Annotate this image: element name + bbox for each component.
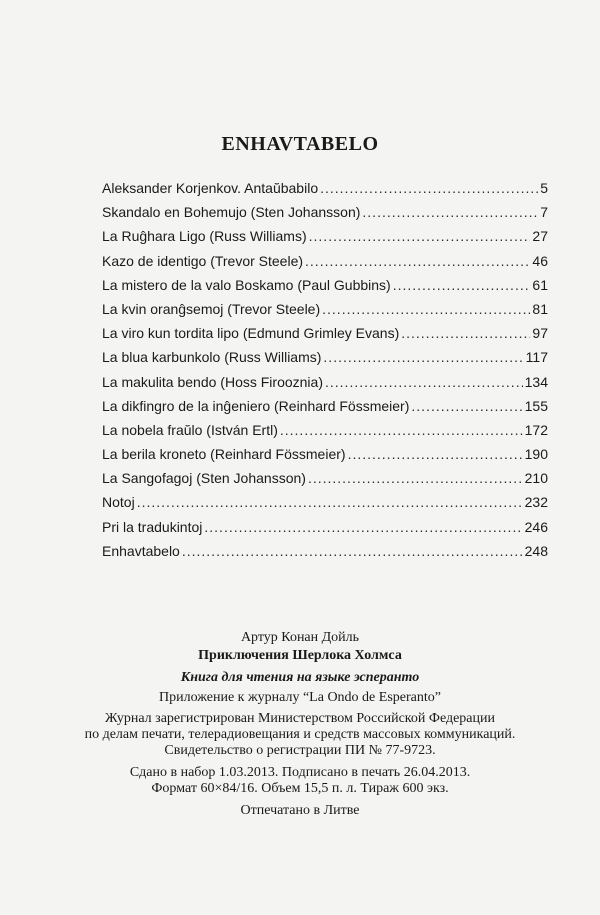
toc-entry [102,442,548,466]
toc-entry [102,297,548,321]
toc-entry [102,490,548,514]
toc-leader-dots [280,418,523,442]
toc-entry [102,515,548,539]
toc-entry-title: Enhavtabelo [102,542,180,559]
toc-leader-dots [320,176,538,200]
toc-leader-dots [309,224,531,248]
toc-entry-title: La dikfingro de la inĝeniero (Reinhard Fössmeier) [102,397,410,414]
toc-entry-page: 172 [524,421,548,438]
toc-leader-dots [204,515,522,539]
toc-leader-dots [411,394,522,418]
toc-entry-title: La berila kroneto (Reinhard Fössmeier) [102,446,346,463]
toc-leader-dots [325,370,523,394]
colophon [0,630,600,819]
toc-entry-page: 81 [532,300,548,317]
toc-entry [102,370,548,394]
toc-entry-page: 117 [525,349,548,366]
toc-entry [102,249,548,273]
toc-entry-page: 210 [524,470,548,487]
toc-entry-title: Pri la tradukintoj [102,518,203,535]
colophon-production-line: Формат 60×84/16. Объем 15,5 п. л. Тираж 600 экз. [151,781,449,796]
toc-entry-title: La viro kun tordita lipo (Edmund Grimley Evans) [102,325,400,342]
toc-entry-title: La mistero de la valo Boskamo (Paul Gubbins) [102,276,391,293]
toc-entry [102,345,548,369]
colophon-registration-line: Журнал зарегистрирован Министерством Российской Федерации [104,711,496,726]
colophon-registration-line: Свидетельство о регистрации ПИ № 77-9723. [164,743,436,758]
toc-entry-title: Kazo de identigo (Trevor Steele) [102,252,304,269]
colophon-printed: Отпечатано в Литве [240,803,360,818]
colophon-book-title: Приключения Шерлока Холмса [198,648,402,663]
toc-entry-page: 61 [532,276,548,293]
toc-entry-title: La Ruĝhara Ligo (Russ Williams) [102,228,307,245]
toc-title: ENHAVTABELO [221,133,379,155]
colophon-supplement: Приложение к журналу “La Ondo de Esperanto” [159,690,441,705]
toc-entry [102,321,548,345]
toc-entry-title: Skandalo en Bohemujo (Sten Johansson) [102,204,361,221]
toc-entry [102,224,548,248]
toc-leader-dots [393,273,531,297]
toc-leader-dots [348,442,523,466]
toc-leader-dots [401,321,530,345]
toc-leader-dots [182,539,523,563]
toc-entry-title: La kvin oranĝsemoj (Trevor Steele) [102,300,321,317]
toc-leader-dots [323,345,523,369]
toc-leader-dots [362,200,538,224]
toc-entry-title: La nobela fraŭlo (István Ertl) [102,421,278,438]
toc-list [102,176,548,563]
toc-entry-title: La Sangofagoj (Sten Johansson) [102,470,306,487]
toc-entry [102,200,548,224]
toc-leader-dots [305,249,530,273]
colophon-author: Артур Конан Дойль [240,630,360,645]
toc-entry-page: 97 [532,325,548,342]
toc-entry-title: La blua karbunkolo (Russ Williams) [102,349,322,366]
colophon-subtitle: Книга для чтения на языке эсперанто [180,670,420,685]
toc-leader-dots [322,297,530,321]
toc-leader-dots [308,466,523,490]
toc-entry [102,394,548,418]
toc-entry-page: 246 [524,518,548,535]
toc-entry-page: 155 [524,397,548,414]
toc-entry [102,418,548,442]
toc-entry [102,273,548,297]
toc-entry-page: 46 [532,252,548,269]
toc-entry-title: Notoj [102,494,135,511]
toc-entry [102,539,548,563]
toc-entry-page: 248 [524,542,548,559]
colophon-registration-line: по делам печати, телерадиовещания и средств массовых коммуникаций. [84,727,516,742]
toc-leader-dots [137,490,523,514]
colophon-production-line: Сдано в набор 1.03.2013. Подписано в печать 26.04.2013. [129,765,471,780]
toc-entry-page: 7 [540,204,548,221]
toc-entry-page: 5 [540,180,548,196]
toc-entry [102,466,548,490]
toc-entry [102,176,548,200]
toc-entry-page: 134 [524,373,548,390]
toc-entry-title: La makulita bendo (Hoss Firooznia) [102,373,323,390]
toc-entry-page: 190 [524,446,548,463]
toc-entry-title: Aleksander Korjenkov. Antaŭbabilo [102,180,319,196]
toc-entry-page: 232 [524,494,548,511]
toc-entry-page: 27 [532,228,548,245]
